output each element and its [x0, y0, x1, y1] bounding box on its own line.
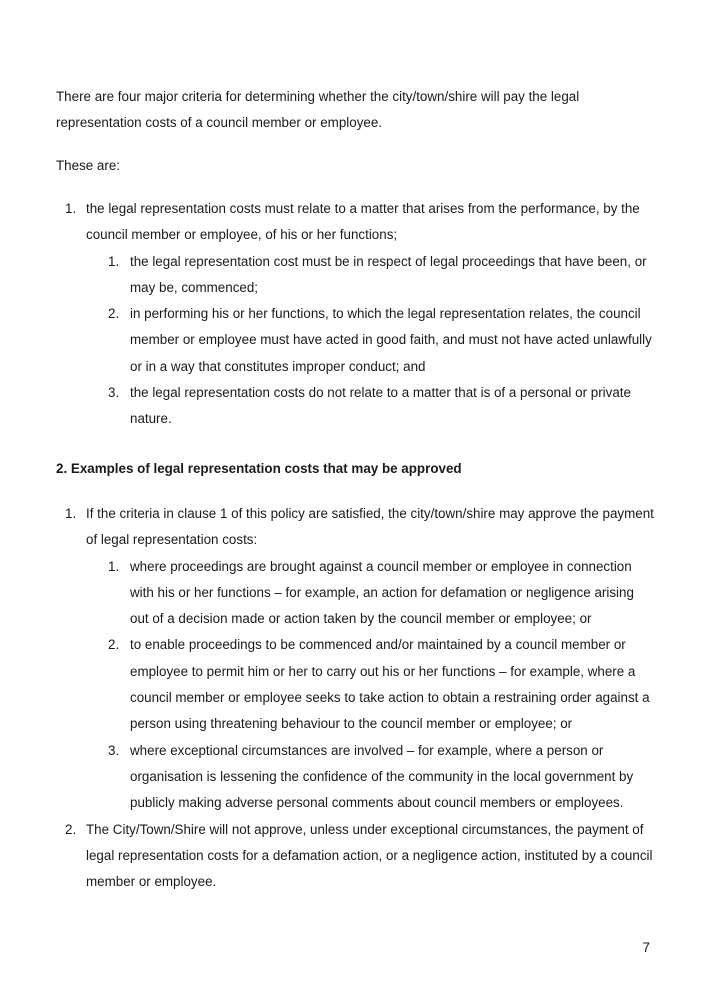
- list-item-text: the legal representation costs must relate to a matter that arises from the performance, by the council member or employee, of his or her functions;: [86, 201, 640, 243]
- list-number: 2.: [108, 637, 120, 653]
- list-number: 2.: [65, 821, 77, 837]
- list-number: 1.: [108, 253, 120, 269]
- intro-paragraph: There are four major criteria for determining whether the city/town/shire will pay the legal representation costs of a council member or employee.: [56, 89, 580, 131]
- list-item-text: If the criteria in clause 1 of this policy are satisfied, the city/town/shire may approve the payment of legal representation costs:: [86, 506, 654, 548]
- list-number: 1.: [65, 201, 77, 216]
- list-item-text: to enable proceedings to be commenced and/or maintained by a council member or employee to permit him or her to carry out his or her functions – for example, where a council member or employee seeks to take action to obtain a restraining order against a person using threatening behaviour to the council member or employee; or: [130, 637, 650, 732]
- examples-subitem: [86, 632, 656, 737]
- criteria-item: [56, 196, 656, 433]
- list-number: 3.: [108, 385, 120, 401]
- criteria-list: [56, 196, 656, 433]
- examples-item: [56, 817, 656, 896]
- list-number: 1.: [65, 506, 77, 521]
- criteria-subitem: [86, 249, 656, 302]
- list-item-text: where exceptional circumstances are involved – for example, where a person or organisation is lessening the confidence of the community in the local government by publicly making adverse personal comments about council members or employees.: [130, 742, 634, 811]
- list-number: 3.: [108, 742, 120, 758]
- criteria-sublist: [86, 249, 656, 433]
- criteria-subitem: [86, 380, 656, 433]
- list-item-text: The City/Town/Shire will not approve, unless under exceptional circumstances, the payment of legal representation costs for a defamation action, or a negligence action, instituted by a council member or employee.: [86, 821, 653, 890]
- list-item-text: where proceedings are brought against a council member or employee in connection with his or her functions – for example, an action for defamation or negligence arising out of a decision made or action taken by the council member or employee; or: [130, 558, 634, 627]
- intro-lead-in: These are:: [56, 158, 121, 173]
- list-item-text: the legal representation cost must be in respect of legal proceedings that have been, or may be, commenced;: [130, 253, 647, 295]
- examples-sublist: [86, 554, 656, 817]
- list-item-text: the legal representation costs do not relate to a matter that is of a personal or private nature.: [130, 385, 631, 427]
- list-number: 2.: [108, 306, 120, 322]
- list-number: 1.: [108, 558, 120, 574]
- section-heading: 2. Examples of legal representation costs that may be approved: [56, 461, 462, 476]
- examples-subitem: [86, 554, 656, 633]
- examples-list: [56, 501, 656, 895]
- page-number: 7: [642, 940, 650, 955]
- list-item-text: in performing his or her functions, to which the legal representation relates, the council member or employee must have acted in good faith, and must not have acted unlawfully or in a way that constitutes improper conduct; and: [130, 306, 652, 374]
- criteria-subitem: [86, 301, 656, 380]
- examples-item: [56, 501, 656, 817]
- examples-subitem: [86, 738, 656, 817]
